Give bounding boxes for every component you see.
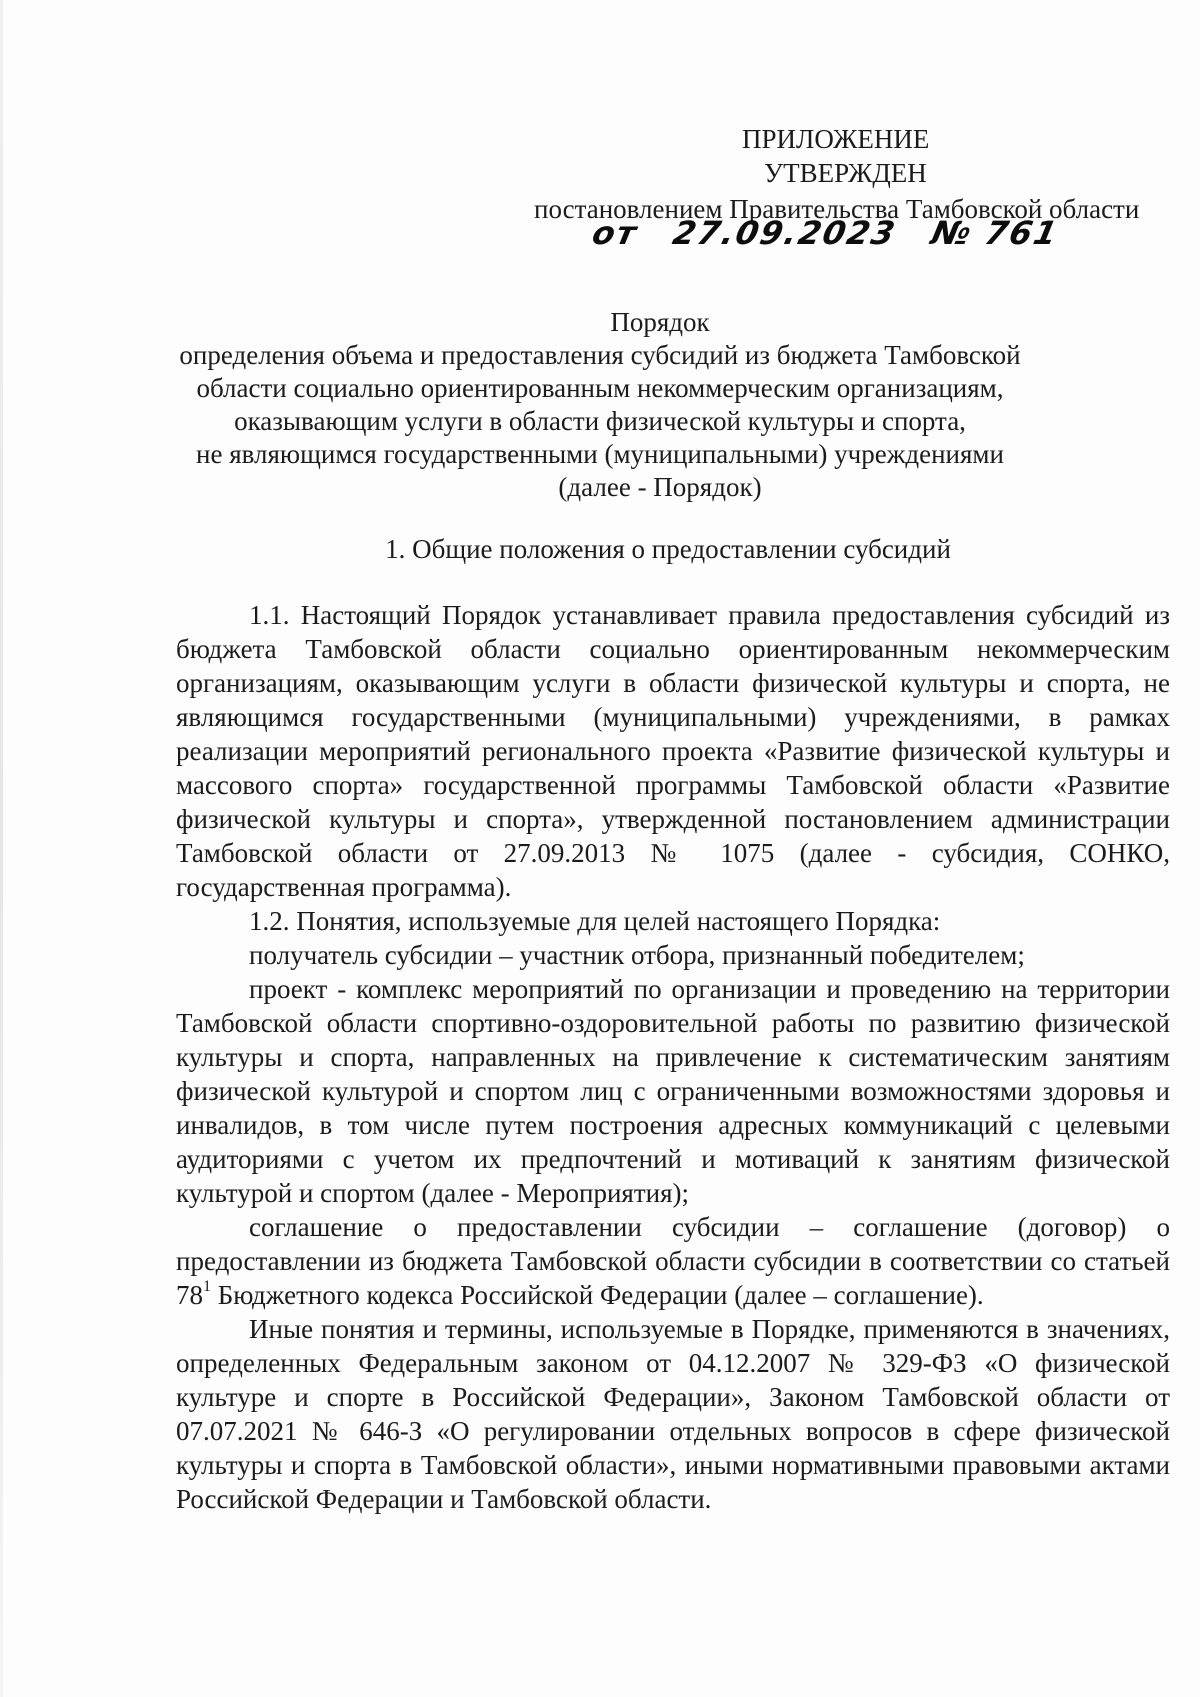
document-title bbox=[0, 306, 1200, 504]
article-superscript: 1 bbox=[203, 1278, 211, 1295]
definition-recipient: получатель субсидии – участник отбора, признанный победителем; bbox=[249, 940, 1025, 970]
appendix-label: ПРИЛОЖЕНИЕ bbox=[742, 124, 930, 154]
title-line-2: области социально ориентированным некоммерческим организациям, bbox=[196, 373, 1004, 403]
definition-agreement-text: соглашение о предоставлении субсидии – соглашение (договор) о предоставлении из бюджета Тамбовской области субсидии в соответствии со статьей 78 bbox=[176, 1212, 1170, 1310]
approved-label: УТВЕРЖДЕН bbox=[764, 158, 927, 188]
other-terms-paragraph: Иные понятия и термины, используемые в Порядке, применяются в значениях, определенных Федеральным законом от 04.12.2007 № 329-ФЗ «О физической культуре и спорте в Российской Федерации», Законом Тамбовской области от 07.07.2021 № 646-З «О регулировании отдельных вопросов в сфере физической культуры и спорта в Тамбовской области», иными нормативными правовыми актами Российской Федерации и Тамбовской области. bbox=[176, 1314, 1170, 1514]
decree-reference: постановлением Правительства Тамбовской области bbox=[534, 194, 1140, 224]
handwritten-date-number bbox=[589, 216, 1062, 250]
handwritten-prefix: от bbox=[588, 214, 642, 252]
handwritten-date: 27.09.2023 bbox=[669, 214, 901, 252]
title-line-1: определения объема и предоставления субсидий из бюджета Тамбовской bbox=[179, 340, 1021, 370]
definition-project: проект - комплекс мероприятий по организации и проведению на территории Тамбовской области спортивно-оздоровительной работы по развитию физической культуры и спорта, направленных на привлечение к систематическим занятиям физической культурой и спортом лиц с ограниченными возможностями здоровья и инвалидов, в том числе путем построения адресных коммуникаций с целевыми аудиториями с учетом их предпочтений и мотиваций к занятиям физической культурой и спортом (далее - Мероприятия); bbox=[176, 974, 1170, 1208]
scan-edge bbox=[0, 0, 3, 1697]
section-heading bbox=[0, 533, 1200, 566]
title-line-3: оказывающим услуги в области физической культуры и спорта, bbox=[234, 406, 966, 436]
paragraph-1-1: 1.1. Настоящий Порядок устанавливает правила предоставления субсидий из бюджета Тамбовской области социально ориентированным некоммерческим организациям, оказывающим услуги в области физической культуры и спорта, не являющимся государственными (муниципальными) учреждениями, в рамках реализации мероприятий регионального проекта «Развитие физической культуры и массового спорта» государственной программы Тамбовской области «Развитие физической культуры и спорта», утвержденной постановлением администрации Тамбовской области от 27.09.2013 № 1075 (далее - субсидия, СОНКО, государственная программа). bbox=[176, 600, 1170, 902]
definition-agreement-text-end: Бюджетного кодекса Российской Федерации (далее – соглашение). bbox=[211, 1280, 984, 1310]
paragraph-1-2: 1.2. Понятия, используемые для целей настоящего Порядка: bbox=[249, 906, 941, 936]
handwritten-number-sign: № bbox=[927, 214, 977, 252]
section-heading-text: 1. Общие положения о предоставлении субсидий bbox=[385, 534, 951, 564]
section-body bbox=[176, 598, 1170, 1516]
title-line-4: не являющимся государственными (муниципальными) учреждениями bbox=[196, 439, 1004, 469]
title-word: Порядок bbox=[610, 307, 710, 337]
definition-agreement bbox=[176, 1210, 1170, 1312]
handwritten-number: 761 bbox=[981, 214, 1063, 252]
title-line-5: (далее - Порядок) bbox=[558, 472, 762, 502]
